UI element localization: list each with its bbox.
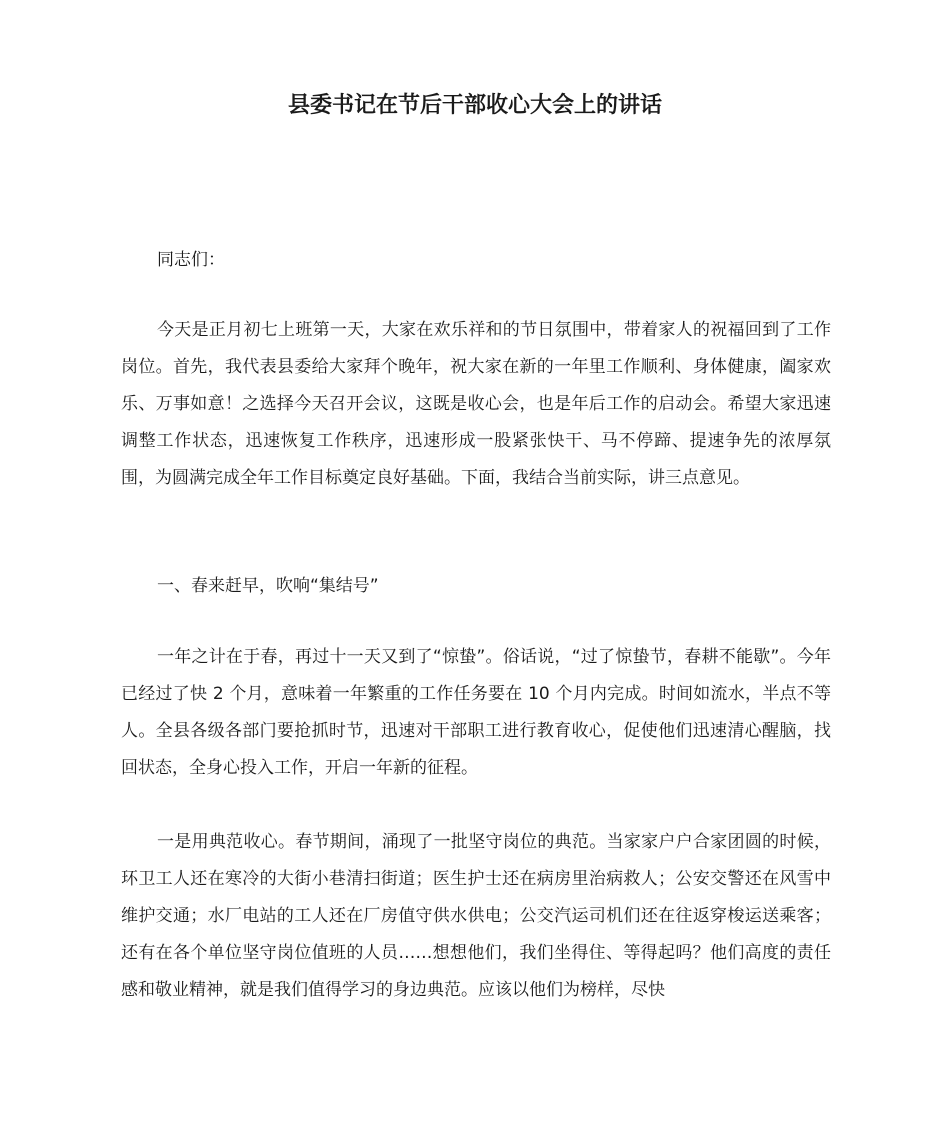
section-heading: 一、春来赶早，吹响“集结号” [157, 576, 379, 596]
paragraph-example-point: 一是用典范收心。春节期间，涌现了一批坚守岗位的典范。当家家户户合家团圆的时候，环卫工人还在寒冷的大街小巷清扫街道；医生护士还在病房里治病救人；公安交警还在风雪中维护交通；水厂电站的工人还在厂房值守供水供电；公交汽运司机们还在往返穿梭运送乘客；还有在各个单位坚守岗位值班的人员……想想他们，我们坐得住、等得起吗？他们高度的责任感和敬业精神，就是我们值得学习的身边典范。应该以他们为榜样，尽快 [121, 832, 831, 1000]
salutation: 同志们： [157, 250, 225, 270]
document-title: 县委书记在节后干部收心大会上的讲话 [287, 93, 662, 118]
paragraph-section-one: 一年之计在于春，再过十一天又到了“惊蛰”。俗话说，“过了惊蛰节，春耕不能歇”。今年已经过了快 2 个月，意味着一年繁重的工作任务要在 10 个月内完成。时间如流水，半点不等人。全县各级各部门要抢抓时节，迅速对干部职工进行教育收心，促使他们迅速清心醒脑，找回状态，全身心投入工作，开启一年新的征程。 [121, 647, 831, 778]
paragraph-intro: 今天是正月初七上班第一天，大家在欢乐祥和的节日氛围中，带着家人的祝福回到了工作岗位。首先，我代表县委给大家拜个晚年，祝大家在新的一年里工作顺利、身体健康，阖家欢乐、万事如意！之选择今天召开会议，这既是收心会，也是年后工作的启动会。希望大家迅速调整工作状态，迅速恢复工作秩序，迅速形成一股紧张快干、马不停蹄、提速争先的浓厚氛围，为圆满完成全年工作目标奠定良好基础。下面，我结合当前实际，讲三点意见。 [121, 320, 831, 488]
